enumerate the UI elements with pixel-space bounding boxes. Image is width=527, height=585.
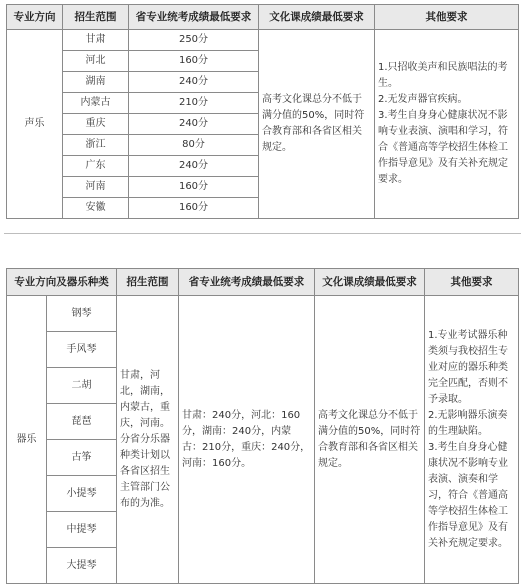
other-requirement-item: 1.只招收美声和民族唱法的考生。: [378, 62, 508, 89]
header-major: 专业方向: [7, 5, 63, 30]
other-requirement-item: 2.无发声器官疾病。: [378, 94, 468, 105]
other-requirement-item: 3.考生自身身心健康状况不影响专业表演、演唱和学习，符合《普通高等学校招生体检工作指导意见》及有关补充规定要求。: [378, 110, 508, 185]
score-cell: 210分: [129, 93, 259, 114]
score-cell: 240分: [129, 72, 259, 93]
major-cell: 器乐: [7, 296, 47, 584]
other-requirement-item: 3.考生自身身心健康状况不影响专业表演、演奏和学习，符合《普通高等学校招生体检工作指导意见》及有关补充规定要求。: [428, 441, 508, 549]
instrument-cell: 古筝: [47, 440, 117, 476]
score-cell: 240分: [129, 114, 259, 135]
other-requirement-cell: [425, 296, 519, 584]
instrument-cell: 小提琴: [47, 476, 117, 512]
score-cell: 160分: [129, 198, 259, 219]
other-requirement-cell: [375, 30, 519, 219]
header-exam-score: 省专业统考成绩最低要求: [129, 5, 259, 30]
province-cell: 广东: [63, 156, 129, 177]
other-requirement-item: 1.专业考试器乐种类须与我校招生专业对应的器乐种类完全匹配，否则不予录取。: [428, 329, 508, 405]
province-cell: 甘肃: [63, 30, 129, 51]
table-row: [7, 30, 519, 51]
culture-requirement-cell: 高考文化课总分不低于满分值的50%，同时符合教育部和各省区相关规定。: [315, 296, 425, 584]
header-exam-score: 省专业统考成绩最低要求: [179, 269, 315, 296]
province-cell: 河北: [63, 51, 129, 72]
scope-cell: 甘肃，河北，湖南，内蒙古，重庆，河南。分省分乐器种类计划以各省区招生主管部门公布的为准。: [117, 296, 179, 584]
table-header-row: [7, 5, 519, 30]
score-cell: 250分: [129, 30, 259, 51]
score-cell: 160分: [129, 51, 259, 72]
score-cell: 160分: [129, 177, 259, 198]
instrument-cell: 钢琴: [47, 296, 117, 332]
province-cell: 河南: [63, 177, 129, 198]
province-cell: 内蒙古: [63, 93, 129, 114]
header-major-instrument: 专业方向及器乐种类: [7, 269, 117, 296]
header-culture-score: 文化课成绩最低要求: [315, 269, 425, 296]
province-cell: 浙江: [63, 135, 129, 156]
table-header-row: [7, 269, 519, 296]
header-scope: 招生范围: [63, 5, 129, 30]
instrument-cell: 二胡: [47, 368, 117, 404]
culture-requirement-cell: 高考文化课总分不低于满分值的50%，同时符合教育部和各省区相关规定。: [259, 30, 375, 219]
instrument-cell: 琵琶: [47, 404, 117, 440]
divider: [4, 233, 521, 234]
header-other: 其他要求: [375, 5, 519, 30]
header-culture-score: 文化课成绩最低要求: [259, 5, 375, 30]
exam-score-cell: 甘肃：240分，河北：160分，湖南：240分，内蒙古：210分，重庆：240分，河南：160分。: [179, 296, 315, 584]
instrumental-admission-table: [6, 268, 519, 584]
score-cell: 240分: [129, 156, 259, 177]
other-requirement-item: 2.无影响器乐演奏的生理缺陷。: [428, 409, 508, 437]
vocal-admission-table: [6, 4, 519, 219]
table-row: [7, 296, 519, 332]
major-cell: 声乐: [7, 30, 63, 219]
header-scope: 招生范围: [117, 269, 179, 296]
score-cell: 80分: [129, 135, 259, 156]
province-cell: 安徽: [63, 198, 129, 219]
instrument-cell: 手风琴: [47, 332, 117, 368]
province-cell: 湖南: [63, 72, 129, 93]
instrument-cell: 大提琴: [47, 548, 117, 584]
province-cell: 重庆: [63, 114, 129, 135]
instrument-cell: 中提琴: [47, 512, 117, 548]
header-other: 其他要求: [425, 269, 519, 296]
